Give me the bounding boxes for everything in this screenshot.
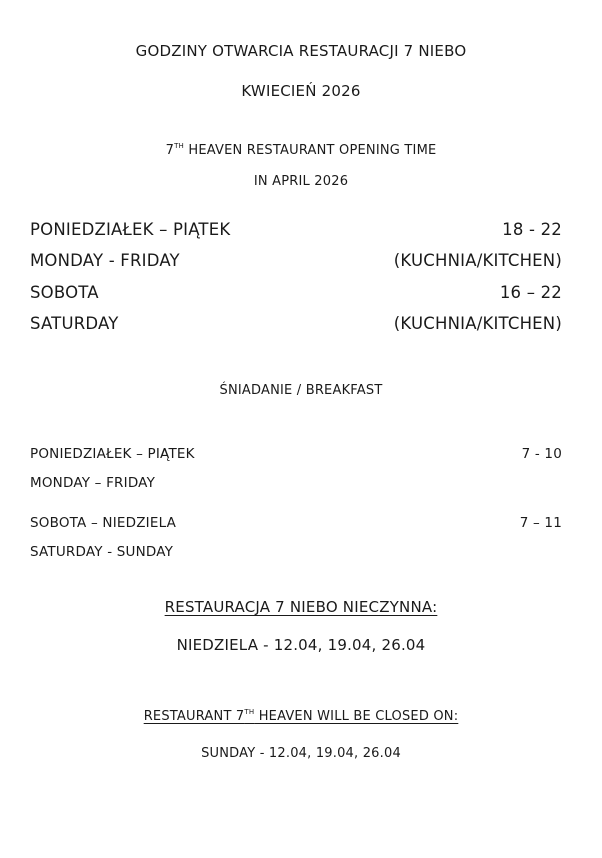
closed-heading-english-prefix: RESTAURANT 7 [143,709,245,724]
title-polish: GODZINY OTWARCIA RESTAURACJI 7 NIEBO [135,42,467,60]
hours-row [30,283,562,305]
breakfast-row [30,544,562,566]
breakfast-row [30,475,562,497]
breakfast-row-label: MONDAY – FRIDAY [30,475,156,491]
hours-row [30,314,562,336]
closed-dates-english: SUNDAY - 12.04, 19.04, 26.04 [201,746,401,761]
hours-row-value: 18 - 22 [502,220,562,239]
hours-row-value: (KUCHNIA/KITCHEN) [393,251,562,270]
hours-row-value: 16 – 22 [499,283,562,302]
closed-heading-english [0,708,602,724]
hours-row [30,220,562,242]
hours-row-value: (KUCHNIA/KITCHEN) [393,314,562,333]
closed-heading-english-rest: HEAVEN WILL BE CLOSED ON: [254,709,459,724]
breakfast-row-value: 7 – 11 [519,515,562,531]
breakfast-row-value: 7 - 10 [521,446,562,462]
title-english-sup: TH [174,142,185,150]
breakfast-row-label: SOBOTA – NIEDZIELA [30,515,177,531]
title-english-prefix: 7 [165,143,175,158]
title-english-rest: HEAVEN RESTAURANT OPENING TIME [184,143,437,158]
breakfast-row [30,446,562,468]
month-polish: KWIECIEŃ 2026 [241,82,361,100]
hours-row-label: PONIEDZIAŁEK – PIĄTEK [30,220,231,239]
hours-row-label: SOBOTA [30,283,99,302]
closed-heading-polish: RESTAURACJA 7 NIEBO NIECZYNNA: [164,598,438,616]
breakfast-row [30,515,562,537]
breakfast-row-label: PONIEDZIAŁEK – PIĄTEK [30,446,195,462]
title-english [0,142,602,158]
breakfast-row-label: SATURDAY - SUNDAY [30,544,174,560]
hours-row-label: MONDAY - FRIDAY [30,251,180,270]
closed-dates-polish: NIEDZIELA - 12.04, 19.04, 26.04 [176,636,426,654]
closed-heading-english-sup: TH [244,708,255,716]
month-english: IN APRIL 2026 [253,174,349,189]
hours-row-label: SATURDAY [30,314,119,333]
hours-row [30,251,562,273]
breakfast-heading: ŚNIADANIE / BREAKFAST [219,383,383,398]
